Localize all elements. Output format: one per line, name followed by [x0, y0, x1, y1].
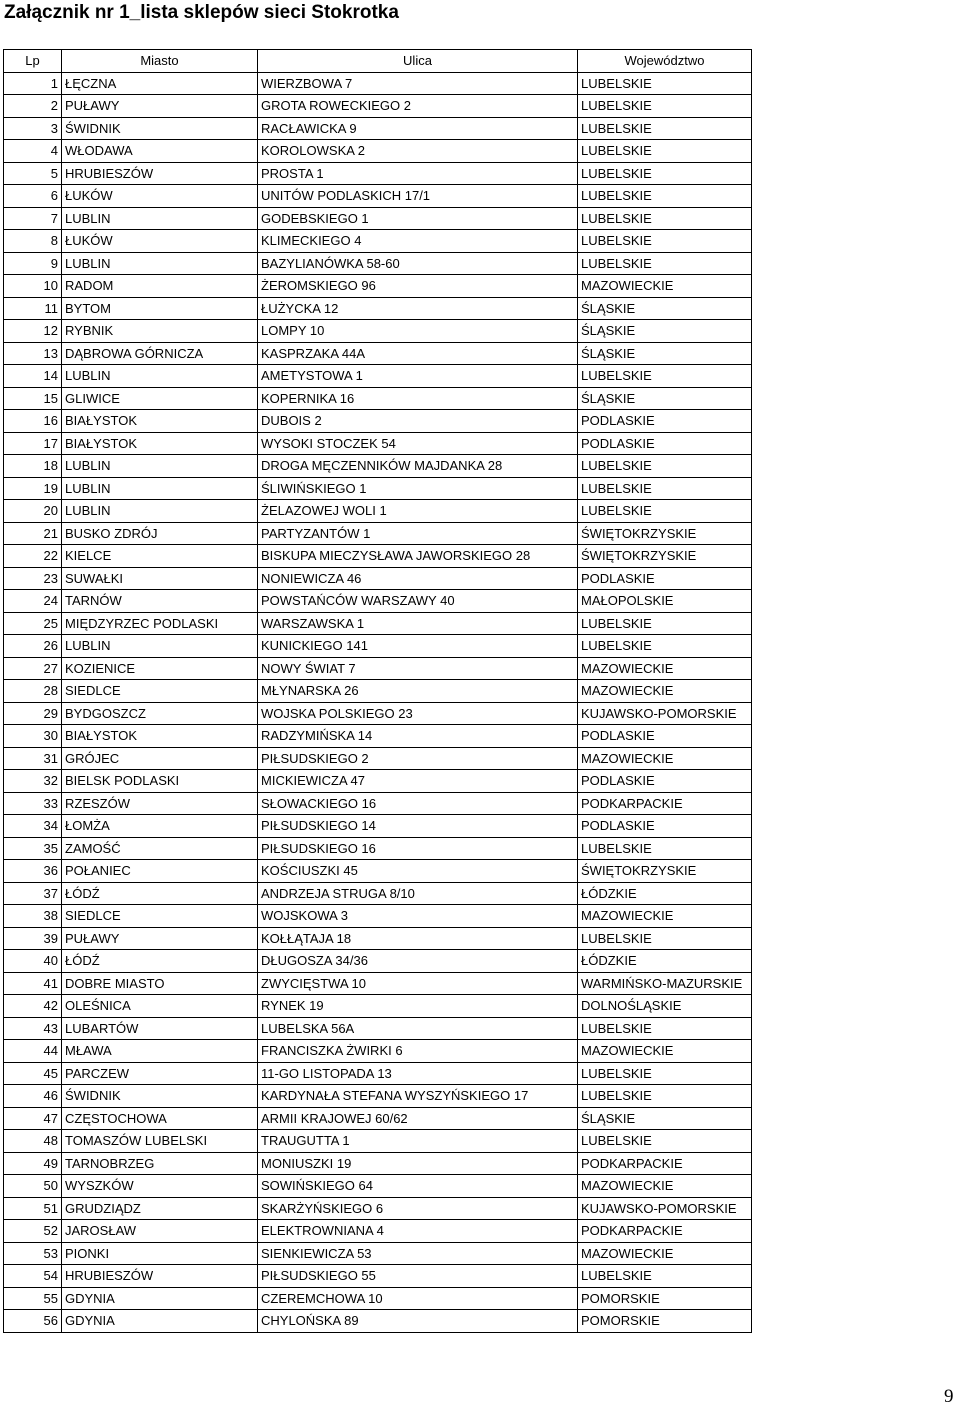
cell-city: ŁOMŻA: [62, 815, 258, 838]
cell-street: KOŚCIUSZKI 45: [258, 860, 578, 883]
cell-voivodeship: MAZOWIECKIE: [578, 275, 752, 298]
cell-city: HRUBIESZÓW: [62, 1265, 258, 1288]
cell-voivodeship: MAZOWIECKIE: [578, 1040, 752, 1063]
cell-street: WOJSKOWA 3: [258, 905, 578, 928]
cell-city: ŚWIDNIK: [62, 1085, 258, 1108]
page-number: 9: [944, 1386, 954, 1407]
cell-city: DOBRE MIASTO: [62, 972, 258, 995]
cell-lp: 50: [4, 1175, 62, 1198]
cell-street: GODEBSKIEGO 1: [258, 207, 578, 230]
cell-lp: 22: [4, 545, 62, 568]
cell-lp: 42: [4, 995, 62, 1018]
cell-city: LUBARTÓW: [62, 1017, 258, 1040]
cell-street: RACŁAWICKA 9: [258, 117, 578, 140]
cell-lp: 9: [4, 252, 62, 275]
cell-voivodeship: MAZOWIECKIE: [578, 657, 752, 680]
cell-lp: 4: [4, 140, 62, 163]
cell-street: KASPRZAKA 44A: [258, 342, 578, 365]
table-row: [4, 500, 752, 523]
cell-street: WOJSKA POLSKIEGO 23: [258, 702, 578, 725]
table-row: [4, 1175, 752, 1198]
document-title: Załącznik nr 1_lista sklepów sieci Stokrotka: [4, 2, 399, 23]
cell-city: PIONKI: [62, 1242, 258, 1265]
cell-city: SIEDLCE: [62, 680, 258, 703]
table-row: [4, 1220, 752, 1243]
cell-voivodeship: ŚLĄSKIE: [578, 1107, 752, 1130]
cell-city: MIĘDZYRZEC PODLASKI: [62, 612, 258, 635]
cell-city: TARNOBRZEG: [62, 1152, 258, 1175]
cell-lp: 15: [4, 387, 62, 410]
cell-lp: 39: [4, 927, 62, 950]
cell-voivodeship: LUBELSKIE: [578, 612, 752, 635]
cell-street: SKARŻYŃSKIEGO 6: [258, 1197, 578, 1220]
cell-voivodeship: KUJAWSKO-POMORSKIE: [578, 702, 752, 725]
header-voivodeship: Województwo: [578, 50, 752, 73]
cell-street: TRAUGUTTA 1: [258, 1130, 578, 1153]
table-row: [4, 72, 752, 95]
cell-lp: 43: [4, 1017, 62, 1040]
cell-street: BISKUPA MIECZYSŁAWA JAWORSKIEGO 28: [258, 545, 578, 568]
table-row: [4, 837, 752, 860]
cell-city: BIAŁYSTOK: [62, 725, 258, 748]
table-row: [4, 702, 752, 725]
cell-voivodeship: LUBELSKIE: [578, 1130, 752, 1153]
cell-lp: 55: [4, 1287, 62, 1310]
cell-voivodeship: LUBELSKIE: [578, 162, 752, 185]
cell-voivodeship: LUBELSKIE: [578, 117, 752, 140]
table-row: [4, 95, 752, 118]
cell-voivodeship: LUBELSKIE: [578, 635, 752, 658]
cell-city: KOZIENICE: [62, 657, 258, 680]
table-row: [4, 860, 752, 883]
cell-lp: 46: [4, 1085, 62, 1108]
cell-city: LUBLIN: [62, 207, 258, 230]
table-row: [4, 1062, 752, 1085]
cell-street: KOROLOWSKA 2: [258, 140, 578, 163]
cell-city: PARCZEW: [62, 1062, 258, 1085]
table-row: [4, 230, 752, 253]
table-row: [4, 1242, 752, 1265]
cell-lp: 12: [4, 320, 62, 343]
table-row: [4, 522, 752, 545]
cell-street: CZEREMCHOWA 10: [258, 1287, 578, 1310]
cell-voivodeship: PODLASKIE: [578, 815, 752, 838]
cell-lp: 35: [4, 837, 62, 860]
cell-city: KIELCE: [62, 545, 258, 568]
cell-city: GDYNIA: [62, 1310, 258, 1333]
cell-voivodeship: PODLASKIE: [578, 725, 752, 748]
cell-city: GRÓJEC: [62, 747, 258, 770]
cell-city: LUBLIN: [62, 635, 258, 658]
cell-voivodeship: LUBELSKIE: [578, 477, 752, 500]
cell-city: BIELSK PODLASKI: [62, 770, 258, 793]
cell-street: FRANCISZKA ŻWIRKI 6: [258, 1040, 578, 1063]
cell-lp: 25: [4, 612, 62, 635]
table-row: [4, 410, 752, 433]
cell-city: RYBNIK: [62, 320, 258, 343]
table-row: [4, 905, 752, 928]
table-row: [4, 792, 752, 815]
cell-voivodeship: PODLASKIE: [578, 410, 752, 433]
cell-street: AMETYSTOWA 1: [258, 365, 578, 388]
cell-voivodeship: POMORSKIE: [578, 1310, 752, 1333]
table-row: [4, 297, 752, 320]
cell-street: ANDRZEJA STRUGA 8/10: [258, 882, 578, 905]
cell-street: 11-GO LISTOPADA 13: [258, 1062, 578, 1085]
cell-voivodeship: POMORSKIE: [578, 1287, 752, 1310]
cell-city: LUBLIN: [62, 365, 258, 388]
cell-street: MONIUSZKI 19: [258, 1152, 578, 1175]
table-row: [4, 545, 752, 568]
cell-street: PIŁSUDSKIEGO 55: [258, 1265, 578, 1288]
cell-voivodeship: ŚWIĘTOKRZYSKIE: [578, 860, 752, 883]
table-row: [4, 1287, 752, 1310]
cell-city: BUSKO ZDRÓJ: [62, 522, 258, 545]
cell-city: ŚWIDNIK: [62, 117, 258, 140]
table-row: [4, 815, 752, 838]
cell-city: MŁAWA: [62, 1040, 258, 1063]
cell-city: LUBLIN: [62, 252, 258, 275]
table-row: [4, 342, 752, 365]
cell-voivodeship: ŚWIĘTOKRZYSKIE: [578, 545, 752, 568]
cell-street: PIŁSUDSKIEGO 16: [258, 837, 578, 860]
table-row: [4, 567, 752, 590]
cell-street: GROTA ROWECKIEGO 2: [258, 95, 578, 118]
cell-street: DUBOIS 2: [258, 410, 578, 433]
cell-street: KOŁŁĄTAJA 18: [258, 927, 578, 950]
cell-lp: 44: [4, 1040, 62, 1063]
table-row: [4, 680, 752, 703]
cell-voivodeship: ŚLĄSKIE: [578, 342, 752, 365]
cell-street: SOWIŃSKIEGO 64: [258, 1175, 578, 1198]
cell-lp: 28: [4, 680, 62, 703]
cell-street: PARTYZANTÓW 1: [258, 522, 578, 545]
cell-lp: 32: [4, 770, 62, 793]
cell-voivodeship: ŁÓDZKIE: [578, 882, 752, 905]
cell-street: NOWY ŚWIAT 7: [258, 657, 578, 680]
cell-street: ELEKTROWNIANA 4: [258, 1220, 578, 1243]
cell-city: ŁUKÓW: [62, 230, 258, 253]
cell-city: BIAŁYSTOK: [62, 410, 258, 433]
cell-voivodeship: MAZOWIECKIE: [578, 680, 752, 703]
table-row: [4, 275, 752, 298]
cell-city: RADOM: [62, 275, 258, 298]
cell-street: SIENKIEWICZA 53: [258, 1242, 578, 1265]
cell-lp: 54: [4, 1265, 62, 1288]
cell-street: WARSZAWSKA 1: [258, 612, 578, 635]
cell-lp: 18: [4, 455, 62, 478]
cell-lp: 21: [4, 522, 62, 545]
cell-voivodeship: LUBELSKIE: [578, 837, 752, 860]
cell-city: SUWAŁKI: [62, 567, 258, 590]
cell-street: KLIMECKIEGO 4: [258, 230, 578, 253]
cell-voivodeship: PODLASKIE: [578, 432, 752, 455]
cell-city: LUBLIN: [62, 455, 258, 478]
cell-city: ŁÓDŹ: [62, 882, 258, 905]
header-city: Miasto: [62, 50, 258, 73]
cell-street: POWSTAŃCÓW WARSZAWY 40: [258, 590, 578, 613]
cell-street: UNITÓW PODLASKICH 17/1: [258, 185, 578, 208]
cell-voivodeship: MAŁOPOLSKIE: [578, 590, 752, 613]
table-row: [4, 117, 752, 140]
cell-lp: 19: [4, 477, 62, 500]
cell-lp: 52: [4, 1220, 62, 1243]
cell-lp: 16: [4, 410, 62, 433]
cell-lp: 29: [4, 702, 62, 725]
cell-lp: 5: [4, 162, 62, 185]
cell-lp: 10: [4, 275, 62, 298]
table-row: [4, 927, 752, 950]
cell-city: LUBLIN: [62, 477, 258, 500]
cell-lp: 24: [4, 590, 62, 613]
cell-voivodeship: ŚWIĘTOKRZYSKIE: [578, 522, 752, 545]
cell-city: BYTOM: [62, 297, 258, 320]
cell-street: RADZYMIŃSKA 14: [258, 725, 578, 748]
cell-city: ZAMOŚĆ: [62, 837, 258, 860]
cell-city: WŁODAWA: [62, 140, 258, 163]
cell-lp: 37: [4, 882, 62, 905]
table-row: [4, 455, 752, 478]
cell-city: ŁUKÓW: [62, 185, 258, 208]
cell-lp: 23: [4, 567, 62, 590]
cell-lp: 11: [4, 297, 62, 320]
cell-city: CZĘSTOCHOWA: [62, 1107, 258, 1130]
cell-voivodeship: ŚLĄSKIE: [578, 297, 752, 320]
cell-lp: 17: [4, 432, 62, 455]
table-row: [4, 365, 752, 388]
cell-lp: 6: [4, 185, 62, 208]
table-row: [4, 1107, 752, 1130]
cell-street: LOMPY 10: [258, 320, 578, 343]
cell-city: SIEDLCE: [62, 905, 258, 928]
cell-lp: 38: [4, 905, 62, 928]
table-row: [4, 972, 752, 995]
table-row: [4, 477, 752, 500]
cell-voivodeship: LUBELSKIE: [578, 1265, 752, 1288]
cell-street: KARDYNAŁA STEFANA WYSZYŃSKIEGO 17: [258, 1085, 578, 1108]
cell-street: DROGA MĘCZENNIKÓW MAJDANKA 28: [258, 455, 578, 478]
table-row: [4, 1085, 752, 1108]
table-row: [4, 590, 752, 613]
table-header-row: [4, 50, 752, 73]
cell-voivodeship: KUJAWSKO-POMORSKIE: [578, 1197, 752, 1220]
table-row: [4, 747, 752, 770]
cell-city: OLEŚNICA: [62, 995, 258, 1018]
store-list-table: [3, 49, 752, 1333]
cell-voivodeship: LUBELSKIE: [578, 185, 752, 208]
cell-voivodeship: LUBELSKIE: [578, 365, 752, 388]
table-row: [4, 1040, 752, 1063]
cell-street: PROSTA 1: [258, 162, 578, 185]
cell-street: CHYLOŃSKA 89: [258, 1310, 578, 1333]
cell-street: RYNEK 19: [258, 995, 578, 1018]
cell-lp: 53: [4, 1242, 62, 1265]
cell-voivodeship: LUBELSKIE: [578, 140, 752, 163]
cell-voivodeship: LUBELSKIE: [578, 500, 752, 523]
table-row: [4, 725, 752, 748]
cell-voivodeship: LUBELSKIE: [578, 1017, 752, 1040]
cell-city: WYSZKÓW: [62, 1175, 258, 1198]
cell-city: BYDGOSZCZ: [62, 702, 258, 725]
cell-street: KUNICKIEGO 141: [258, 635, 578, 658]
cell-voivodeship: PODKARPACKIE: [578, 1152, 752, 1175]
table-row: [4, 1197, 752, 1220]
cell-city: LUBLIN: [62, 500, 258, 523]
cell-lp: 3: [4, 117, 62, 140]
cell-voivodeship: LUBELSKIE: [578, 927, 752, 950]
cell-city: DĄBROWA GÓRNICZA: [62, 342, 258, 365]
cell-street: MICKIEWICZA 47: [258, 770, 578, 793]
cell-city: RZESZÓW: [62, 792, 258, 815]
cell-voivodeship: DOLNOŚLĄSKIE: [578, 995, 752, 1018]
table-row: [4, 320, 752, 343]
cell-city: HRUBIESZÓW: [62, 162, 258, 185]
cell-voivodeship: MAZOWIECKIE: [578, 747, 752, 770]
cell-voivodeship: LUBELSKIE: [578, 230, 752, 253]
cell-voivodeship: ŁÓDZKIE: [578, 950, 752, 973]
cell-street: BAZYLIANÓWKA 58-60: [258, 252, 578, 275]
cell-street: PIŁSUDSKIEGO 14: [258, 815, 578, 838]
cell-street: ŻELAZOWEJ WOLI 1: [258, 500, 578, 523]
header-street: Ulica: [258, 50, 578, 73]
cell-lp: 14: [4, 365, 62, 388]
cell-city: TOMASZÓW LUBELSKI: [62, 1130, 258, 1153]
table-row: [4, 140, 752, 163]
cell-lp: 40: [4, 950, 62, 973]
cell-street: ŚLIWIŃSKIEGO 1: [258, 477, 578, 500]
cell-lp: 13: [4, 342, 62, 365]
cell-street: ARMII KRAJOWEJ 60/62: [258, 1107, 578, 1130]
cell-street: NONIEWICZA 46: [258, 567, 578, 590]
cell-street: SŁOWACKIEGO 16: [258, 792, 578, 815]
cell-street: PIŁSUDSKIEGO 2: [258, 747, 578, 770]
cell-voivodeship: LUBELSKIE: [578, 95, 752, 118]
cell-lp: 41: [4, 972, 62, 995]
table-row: [4, 252, 752, 275]
cell-lp: 30: [4, 725, 62, 748]
cell-street: ŁUŻYCKA 12: [258, 297, 578, 320]
cell-voivodeship: PODKARPACKIE: [578, 1220, 752, 1243]
table-row: [4, 657, 752, 680]
table-row: [4, 1265, 752, 1288]
table-body: [4, 72, 752, 1332]
table-row: [4, 185, 752, 208]
table-row: [4, 1310, 752, 1333]
cell-voivodeship: MAZOWIECKIE: [578, 1175, 752, 1198]
cell-voivodeship: LUBELSKIE: [578, 455, 752, 478]
cell-lp: 7: [4, 207, 62, 230]
cell-street: LUBELSKA 56A: [258, 1017, 578, 1040]
cell-city: BIAŁYSTOK: [62, 432, 258, 455]
cell-lp: 1: [4, 72, 62, 95]
table-row: [4, 882, 752, 905]
cell-lp: 45: [4, 1062, 62, 1085]
cell-city: ŁĘCZNA: [62, 72, 258, 95]
cell-lp: 56: [4, 1310, 62, 1333]
cell-lp: 49: [4, 1152, 62, 1175]
cell-city: TARNÓW: [62, 590, 258, 613]
cell-voivodeship: LUBELSKIE: [578, 252, 752, 275]
cell-voivodeship: PODLASKIE: [578, 770, 752, 793]
cell-voivodeship: LUBELSKIE: [578, 72, 752, 95]
cell-voivodeship: MAZOWIECKIE: [578, 1242, 752, 1265]
cell-lp: 47: [4, 1107, 62, 1130]
cell-lp: 20: [4, 500, 62, 523]
cell-city: GDYNIA: [62, 1287, 258, 1310]
cell-city: GRUDZIĄDZ: [62, 1197, 258, 1220]
cell-voivodeship: LUBELSKIE: [578, 1085, 752, 1108]
cell-city: POŁANIEC: [62, 860, 258, 883]
table-row: [4, 770, 752, 793]
cell-voivodeship: PODLASKIE: [578, 567, 752, 590]
cell-city: PUŁAWY: [62, 95, 258, 118]
cell-lp: 34: [4, 815, 62, 838]
table-row: [4, 162, 752, 185]
cell-lp: 36: [4, 860, 62, 883]
cell-voivodeship: ŚLĄSKIE: [578, 320, 752, 343]
cell-street: DŁUGOSZA 34/36: [258, 950, 578, 973]
cell-voivodeship: WARMIŃSKO-MAZURSKIE: [578, 972, 752, 995]
cell-lp: 33: [4, 792, 62, 815]
table-row: [4, 1130, 752, 1153]
cell-street: ŻEROMSKIEGO 96: [258, 275, 578, 298]
cell-lp: 27: [4, 657, 62, 680]
cell-lp: 2: [4, 95, 62, 118]
cell-lp: 26: [4, 635, 62, 658]
table-row: [4, 1017, 752, 1040]
cell-city: ŁÓDŹ: [62, 950, 258, 973]
table-row: [4, 207, 752, 230]
cell-voivodeship: LUBELSKIE: [578, 207, 752, 230]
header-lp: Lp: [4, 50, 62, 73]
cell-voivodeship: LUBELSKIE: [578, 1062, 752, 1085]
cell-voivodeship: ŚLĄSKIE: [578, 387, 752, 410]
cell-lp: 8: [4, 230, 62, 253]
cell-street: WIERZBOWA 7: [258, 72, 578, 95]
cell-city: JAROSŁAW: [62, 1220, 258, 1243]
table-row: [4, 1152, 752, 1175]
table-row: [4, 995, 752, 1018]
cell-street: WYSOKI STOCZEK 54: [258, 432, 578, 455]
cell-city: PUŁAWY: [62, 927, 258, 950]
table-row: [4, 387, 752, 410]
cell-street: ZWYCIĘSTWA 10: [258, 972, 578, 995]
cell-city: GLIWICE: [62, 387, 258, 410]
table-row: [4, 432, 752, 455]
cell-street: MŁYNARSKA 26: [258, 680, 578, 703]
table-row: [4, 635, 752, 658]
table-row: [4, 612, 752, 635]
cell-lp: 51: [4, 1197, 62, 1220]
cell-street: KOPERNIKA 16: [258, 387, 578, 410]
table-row: [4, 950, 752, 973]
cell-voivodeship: MAZOWIECKIE: [578, 905, 752, 928]
cell-lp: 31: [4, 747, 62, 770]
cell-voivodeship: PODKARPACKIE: [578, 792, 752, 815]
cell-lp: 48: [4, 1130, 62, 1153]
